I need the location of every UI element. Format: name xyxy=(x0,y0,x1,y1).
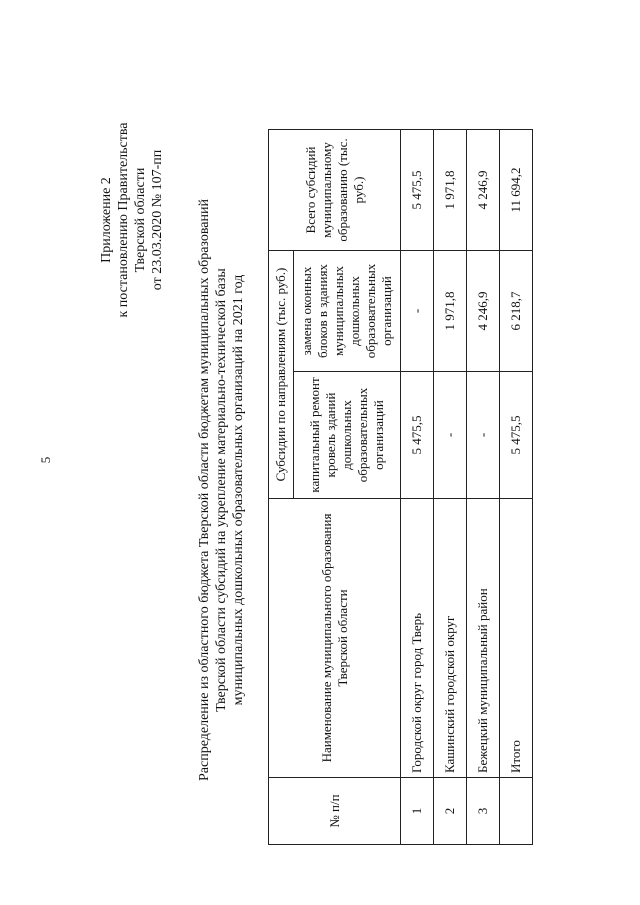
subsidy-table xyxy=(268,129,533,845)
cell-windows: 1 971,8 xyxy=(434,251,467,372)
cell-repair: 5 475,5 xyxy=(401,372,434,499)
cell-name: Бежецкий муниципальный район xyxy=(467,499,500,778)
cell-num: 3 xyxy=(467,778,500,845)
header-name: Наименование муниципального образования Тверской области xyxy=(269,499,401,778)
table-row xyxy=(434,130,467,845)
appendix-block xyxy=(98,90,166,350)
heading-line: муниципальных дошкольных образовательных организаций на 2021 год xyxy=(231,274,246,706)
cell-total: 1 971,8 xyxy=(434,130,467,251)
cell-num-empty xyxy=(500,778,533,845)
appendix-line: Тверской области xyxy=(133,167,148,273)
cell-windows: 4 246,9 xyxy=(467,251,500,372)
cell-total-label: Итого xyxy=(500,499,533,778)
cell-total: 5 475,5 xyxy=(401,130,434,251)
header-total: Всего субсидий муниципальному образованию (тыс. руб.) xyxy=(269,130,401,251)
cell-repair: - xyxy=(434,372,467,499)
cell-repair: 5 475,5 xyxy=(500,372,533,499)
document-heading xyxy=(196,160,247,820)
appendix-line: Приложение 2 xyxy=(99,177,114,263)
table-total-row xyxy=(500,130,533,845)
header-group: Субсидии по направлениям (тыс. руб.) xyxy=(269,251,294,499)
header-repair: капитальный ремонт кровель зданий дошкольных образовательных организаций xyxy=(294,372,401,499)
cell-num: 1 xyxy=(401,778,434,845)
cell-windows: - xyxy=(401,251,434,372)
table-header-row xyxy=(269,130,294,845)
cell-name: Кашинский городской округ xyxy=(434,499,467,778)
header-num: № п/п xyxy=(269,778,401,845)
appendix-line: от 23.03.2020 № 107-пп xyxy=(150,149,165,291)
cell-total: 4 246,9 xyxy=(467,130,500,251)
header-windows: замена оконных блоков в зданиях муниципальных дошкольных образовательных организаций xyxy=(294,251,401,372)
heading-line: Тверской области субсидий на укрепление материально-технической базы xyxy=(214,268,229,712)
cell-repair: - xyxy=(467,372,500,499)
heading-line: Распределение из областного бюджета Тверской области бюджетам муниципальных образований xyxy=(197,199,212,781)
cell-num: 2 xyxy=(434,778,467,845)
cell-name: Городской округ город Тверь xyxy=(401,499,434,778)
appendix-line: к постановлению Правительства xyxy=(116,122,131,318)
table-row xyxy=(401,130,434,845)
page-number: 5 xyxy=(38,456,53,464)
table-row xyxy=(467,130,500,845)
cell-windows: 6 218,7 xyxy=(500,251,533,372)
cell-total: 11 694,2 xyxy=(500,130,533,251)
